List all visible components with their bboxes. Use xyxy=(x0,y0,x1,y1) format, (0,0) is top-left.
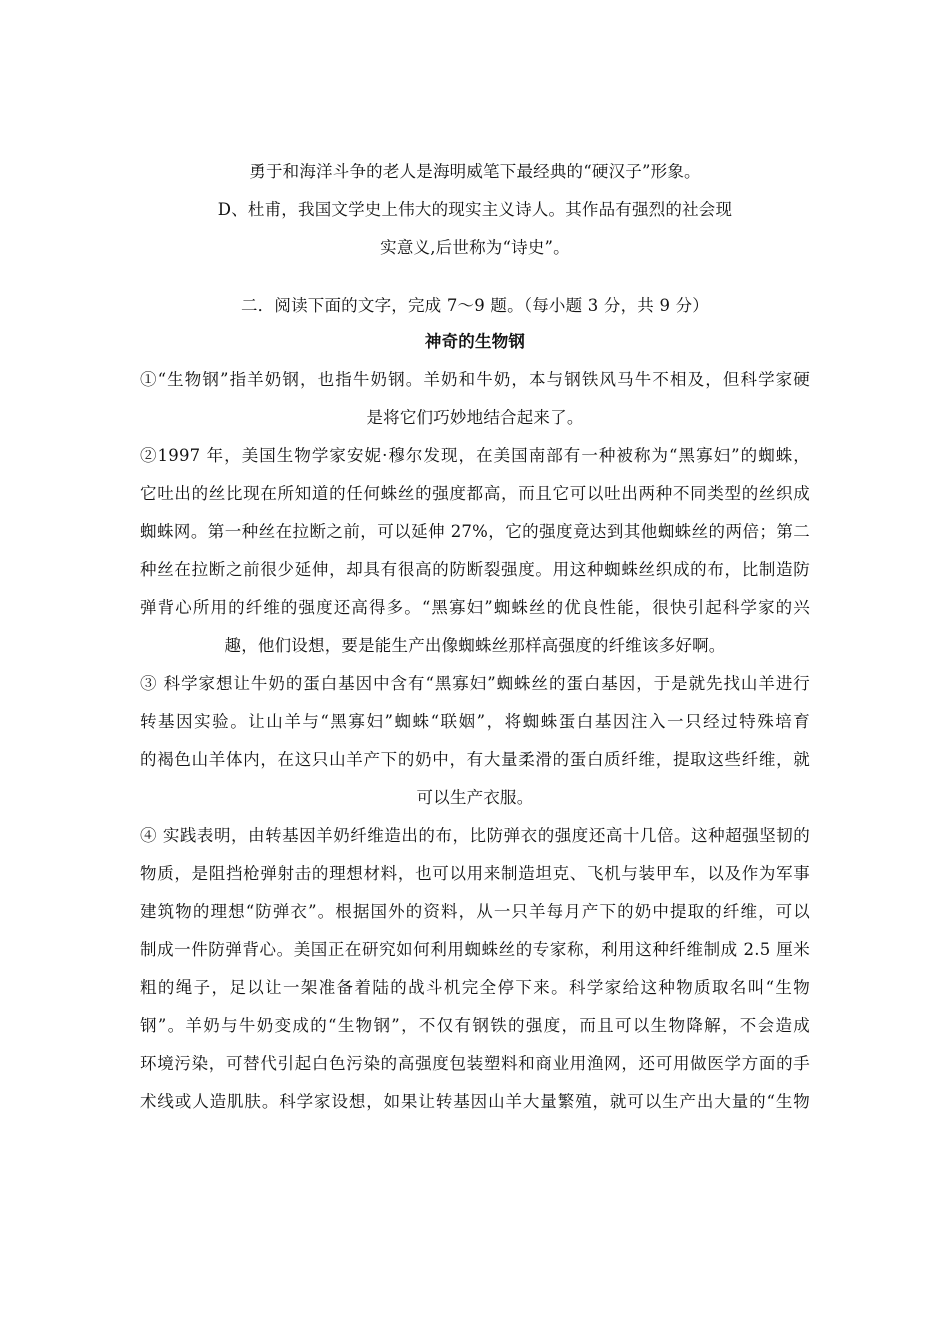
paragraph-4-line: 环境污染，可替代引起白色污染的高强度包装塑料和商业用渔网，还可用做医学方面的手 xyxy=(140,1054,810,1073)
paragraph-2-line: 趣，他们设想，要是能生产出像蜘蛛丝那样高强度的纤维该多好啊。 xyxy=(224,636,726,655)
paragraph-1-line: 是将它们巧妙地结合起来了。 xyxy=(366,408,584,427)
article-title: 神奇的生物钢 xyxy=(424,332,526,351)
paragraph-3-line: 转基因实验。让山羊与“黑寡妇”蜘蛛“联姻”，将蜘蛛蛋白基因注入一只经过特殊培育 xyxy=(140,712,810,731)
paragraph-2-line: ②1997 年，美国生物学家安妮·穆尔发现，在美国南部有一种被称为“黑寡妇”的蜘蛛， xyxy=(140,446,810,465)
paragraph-4-line: 制成一件防弹背心。美国正在研究如何利用蜘蛛丝的专家称，利用这种纤维制成 2.5 厘米 xyxy=(140,940,810,959)
option-d-line-2: 实意义,后世称为“诗史”。 xyxy=(380,238,570,257)
paragraph-3-line: 可以生产衣服。 xyxy=(416,788,534,807)
paragraph-3-line: ③ 科学家想让牛奶的蛋白基因中含有“黑寡妇”蜘蛛丝的蛋白基因，于是就先找山羊进行 xyxy=(140,674,810,693)
paragraph-2-line: 它吐出的丝比现在所知道的任何蛛丝的强度都高，而且它可以吐出两种不同类型的丝织成 xyxy=(140,484,810,503)
paragraph-4-line: 粗的绳子，足以让一架准备着陆的战斗机完全停下来。科学家给这种物质取名叫“生物 xyxy=(140,978,810,997)
paragraph-4-line: 钢”。羊奶与牛奶变成的“生物钢”，不仅有钢铁的强度，而且可以生物降解，不会造成 xyxy=(140,1016,810,1035)
paragraph-2-line: 种丝在拉断之前很少延伸，却具有很高的防断裂强度。用这种蜘蛛丝织成的布，比制造防 xyxy=(140,560,810,579)
paragraph-2-line: 弹背心所用的纤维的强度还高得多。“黑寡妇”蜘蛛丝的优良性能，很快引起科学家的兴 xyxy=(140,598,810,617)
paragraph-4-line: ④ 实践表明，由转基因羊奶纤维造出的布，比防弹衣的强度还高十几倍。这种超强坚韧的 xyxy=(140,826,810,845)
paragraph-3-line: 的褐色山羊体内，在这只山羊产下的奶中，有大量柔滑的蛋白质纤维，提取这些纤维，就 xyxy=(140,750,810,769)
option-c-continuation: 勇于和海洋斗争的老人是海明威笔下最经典的“硬汉子”形象。 xyxy=(249,162,701,181)
paragraph-2-line: 蜘蛛网。第一种丝在拉断之前，可以延伸 27%，它的强度竟达到其他蜘蛛丝的两倍；第二 xyxy=(140,522,810,541)
paragraph-4-line: 术线或人造肌肤。科学家设想，如果让转基因山羊大量繁殖，就可以生产出大量的“生物 xyxy=(140,1092,810,1111)
option-d-line-1: D、杜甫，我国文学史上伟大的现实主义诗人。其作品有强烈的社会现 xyxy=(217,200,733,219)
paragraph-4-line: 建筑物的理想“防弹衣”。根据国外的资料，从一只羊每月产下的奶中提取的纤维，可以 xyxy=(140,902,810,921)
section-heading: 二．阅读下面的文字，完成 7～9 题。（每小题 3 分，共 9 分） xyxy=(240,296,709,315)
paragraph-1-line: ①“生物钢”指羊奶钢，也指牛奶钢。羊奶和牛奶，本与钢铁风马牛不相及，但科学家硬 xyxy=(140,370,810,389)
paragraph-4-line: 物质，是阻挡枪弹射击的理想材料，也可以用来制造坦克、飞机与装甲车，以及作为军事 xyxy=(140,864,810,883)
